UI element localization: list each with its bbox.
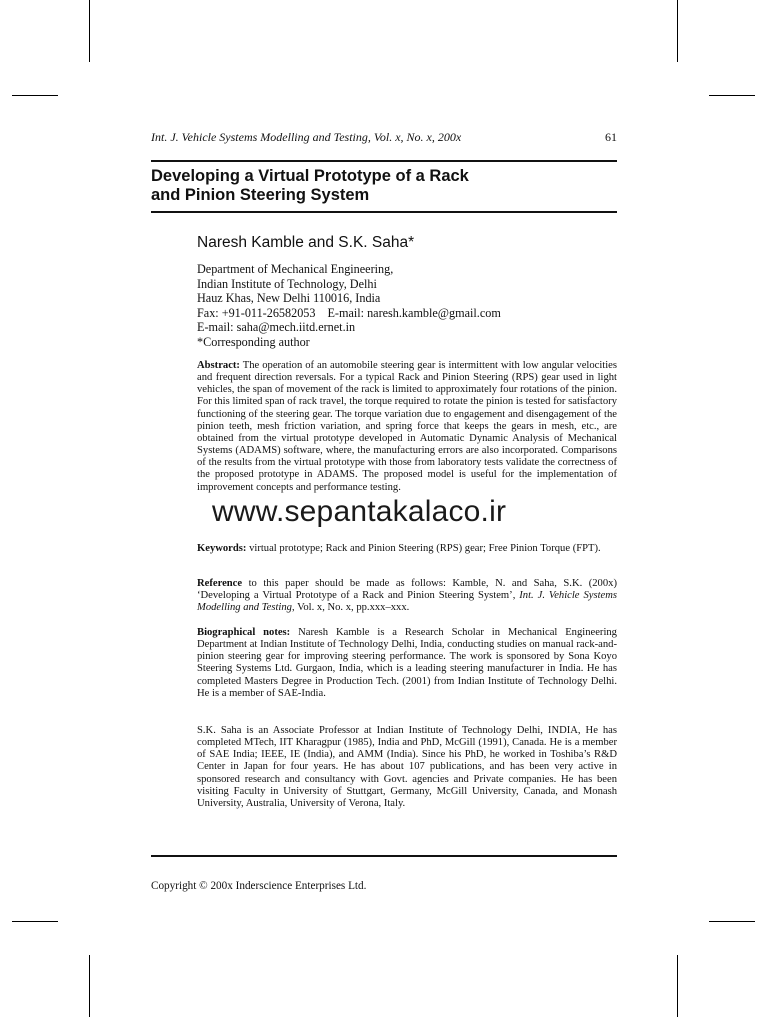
bio-label: Biographical notes: (197, 627, 291, 638)
biographical-notes (197, 627, 617, 700)
email-kamble: E-mail: naresh.kamble@gmail.com (327, 305, 501, 320)
bio-kamble: Naresh Kamble is a Research Scholar in Mechanical Engineering Department at Indian Institute of Technology Delhi, India, conducting studies on manual rack-and-pinion steering gear for improving steering performance. The work is sponsored by Sona Koyo Steering Systems Ltd. Gurgaon, India, which is a leading steering manufacturer in India. He has completed Masters Degree in Production Tech. (2001) from Indian Institute of Technology Delhi. He is a member of SAE-India. (197, 627, 617, 699)
page-number: 61 (605, 130, 617, 144)
crop-mark-top-right (677, 0, 678, 62)
reference-journal: Int. J. Vehicle Systems Modelling and Testing (197, 590, 617, 614)
department: Department of Mechanical Engineering, (197, 262, 394, 276)
rule-top (151, 160, 617, 162)
abstract-text: The operation of an automobile steering gear is intermittent with low angular velocities and frequent direction reversals. For a typical Rack and Pinion Steering (RPS) gear used in light vehicles, the span of movement of the rack is limited to approximately four rotations of the pinion. For this limited span of rack travel, the torque required to rotate the pinion is tested for satisfactory functioning of the steering gear. The torque variation due to engagement and disengagement of the pinion teeth, mesh friction variation, and spring force that keeps the gears in mesh, etc., are obtained from the virtual prototype developed in Automatic Dynamic Analysis of Mechanical Systems (ADAMS) software, where, the manufacturing errors are also incorporated. Comparisons of the results from the virtual prototype with those from laboratory tests validate the correctness of the proposed prototype in ADAMS. The proposed model is useful for the implementation of improvement concepts and performance testing. (197, 360, 617, 493)
bio-saha: S.K. Saha is an Associate Professor at Indian Institute of Technology Delhi, INDIA, He has completed MTech, IIT Kharagpur (1985), India and PhD, McGill (1991), Canada. He is a member of SAE India; IEEE, IE (India), and AMM (India). Since his PhD, he worked in Toshiba’s R&D Center in Japan for four years. He has about 107 publications, and has been very active in sponsored research and consultancy with Govt. agencies and Private companies. He has been visiting Faculty in University of Stuttgart, Germany, McGill University, Canada, and Monash University, Australia, University of Verona, Italy. (197, 725, 617, 809)
crop-mark-right-bottom (709, 921, 755, 922)
watermark-url: www.sepantakalaco.ir (212, 495, 507, 528)
crop-mark-left-bottom (12, 921, 58, 922)
reference-label: Reference (197, 578, 243, 589)
journal-name: Int. J. Vehicle Systems Modelling and Testing, Vol. x, No. x, 200x (151, 130, 462, 144)
paper-title: Developing a Virtual Prototype of a Rack and Pinion Steering System (151, 167, 469, 204)
crop-mark-bottom-right (677, 955, 678, 1017)
keywords-text: virtual prototype; Rack and Pinion Steering (RPS) gear; Free Pinion Torque (FPT). (249, 543, 601, 554)
copyright: Copyright © 200x Inderscience Enterprises Ltd. (151, 880, 367, 892)
abstract-label: Abstract: (197, 360, 240, 371)
fax: Fax: +91-011-26582053 (197, 305, 316, 320)
running-head (151, 130, 617, 145)
rule-bottom (151, 855, 617, 857)
institute: Indian Institute of Technology, Delhi (197, 276, 377, 291)
crop-mark-bottom-left (89, 955, 90, 1017)
authors: Naresh Kamble and S.K. Saha* (197, 234, 415, 251)
abstract (197, 360, 617, 494)
corresponding-author: *Corresponding author (197, 334, 310, 349)
reference-volume: , Vol. x, No. x, pp.xxx–xxx. (291, 602, 410, 614)
keywords (197, 543, 617, 555)
crop-mark-left-top (12, 95, 58, 96)
email-saha: E-mail: saha@mech.iitd.ernet.in (197, 320, 356, 335)
reference (197, 578, 617, 614)
keywords-label: Keywords: (197, 543, 247, 554)
crop-mark-top-left (89, 0, 90, 62)
reference-text: to this paper should be made as follows: Kamble, N. and Saha, S.K. (200x) ‘Developing a Virtual Prototype of a Rack and Pinion Steering System’, (197, 578, 617, 602)
fax-email-line (197, 306, 617, 321)
rule-below-title (151, 211, 617, 213)
address: Hauz Khas, New Delhi 110016, India (197, 291, 381, 306)
affiliation (197, 262, 617, 350)
crop-mark-right-top (709, 95, 755, 96)
